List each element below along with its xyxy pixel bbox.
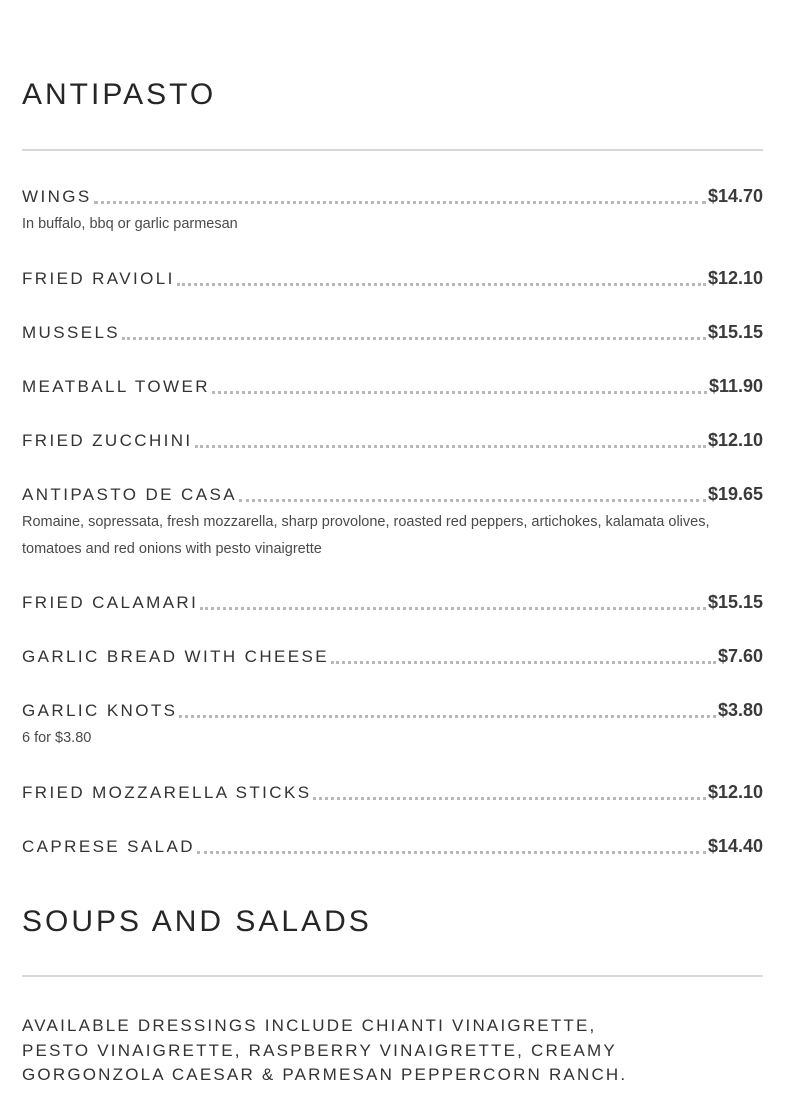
menu-item-price: $14.70 bbox=[707, 186, 763, 206]
menu-item-name: CAPRESE SALAD bbox=[22, 837, 195, 856]
section-divider bbox=[22, 149, 763, 151]
section-divider bbox=[22, 975, 763, 977]
menu-item-garlic-knots bbox=[22, 700, 763, 752]
menu-item-price: $19.65 bbox=[707, 484, 763, 504]
menu-item-price: $15.15 bbox=[707, 592, 763, 612]
menu-item-price: $3.80 bbox=[717, 700, 763, 720]
menu-item-name: FRIED ZUCCHINI bbox=[22, 431, 193, 450]
dot-leader bbox=[313, 797, 705, 800]
menu-item-description: In buffalo, bbq or garlic parmesan bbox=[22, 216, 238, 232]
dot-leader bbox=[177, 283, 706, 286]
menu-item-price: $7.60 bbox=[717, 646, 763, 666]
dot-leader bbox=[195, 445, 706, 448]
menu-item-name: MUSSELS bbox=[22, 323, 121, 342]
dot-leader bbox=[331, 661, 716, 664]
section-title-soups-and-salads: SOUPS AND SALADS bbox=[22, 905, 372, 938]
dressings-note: AVAILABLE DRESSINGS INCLUDE CHIANTI VINAIGRETTE, PESTO VINAIGRETTE, RASPBERRY VINAIGRETTE, CREAMY GORGONZOLA CAESAR & PARMESAN PEPPERCORN RANCH. bbox=[22, 1016, 628, 1084]
menu-item-antipasto-de-casa bbox=[22, 484, 763, 563]
menu-item-price: $12.10 bbox=[707, 268, 763, 288]
menu-item-name: GARLIC KNOTS bbox=[22, 701, 178, 720]
menu-item-garlic-bread bbox=[22, 646, 763, 670]
menu-item-fried-calamari bbox=[22, 592, 763, 616]
menu-item-description: Romaine, sopressata, fresh mozzarella, sharp provolone, roasted red peppers, artichokes, kalamata olives, tomatoes and red onions with pesto vinaigrette bbox=[22, 514, 710, 557]
menu-item-price: $15.15 bbox=[707, 322, 763, 342]
menu-item-price: $14.40 bbox=[707, 836, 763, 856]
section-title-antipasto: ANTIPASTO bbox=[22, 78, 217, 111]
menu-item-name: GARLIC BREAD WITH CHEESE bbox=[22, 647, 329, 666]
menu-item-name: WINGS bbox=[22, 187, 92, 206]
menu-item-fried-ravioli bbox=[22, 268, 763, 292]
menu-item-name: ANTIPASTO DE CASA bbox=[22, 485, 237, 504]
menu-item-price: $11.90 bbox=[708, 376, 763, 396]
dot-leader bbox=[212, 391, 707, 394]
menu-item-price: $12.10 bbox=[707, 430, 763, 450]
menu-item-description: 6 for $3.80 bbox=[22, 730, 92, 746]
menu-item-caprese-salad bbox=[22, 836, 763, 860]
dot-leader bbox=[197, 851, 706, 854]
dot-leader bbox=[200, 607, 706, 610]
menu-item-fried-zucchini bbox=[22, 430, 763, 454]
menu-item-meatball-tower bbox=[22, 376, 763, 400]
menu-item-name: FRIED MOZZARELLA STICKS bbox=[22, 783, 312, 802]
dot-leader bbox=[122, 337, 706, 340]
menu-item-name: FRIED CALAMARI bbox=[22, 593, 199, 612]
menu-item-mussels bbox=[22, 322, 763, 346]
menu-item-price: $12.10 bbox=[707, 782, 763, 802]
menu-item-wings bbox=[22, 186, 763, 238]
menu-item-name: FRIED RAVIOLI bbox=[22, 269, 175, 288]
menu-item-fried-mozzarella-sticks bbox=[22, 782, 763, 806]
dot-leader bbox=[94, 201, 706, 204]
dot-leader bbox=[239, 499, 706, 502]
menu-item-name: MEATBALL TOWER bbox=[22, 377, 210, 396]
dot-leader bbox=[179, 715, 716, 718]
